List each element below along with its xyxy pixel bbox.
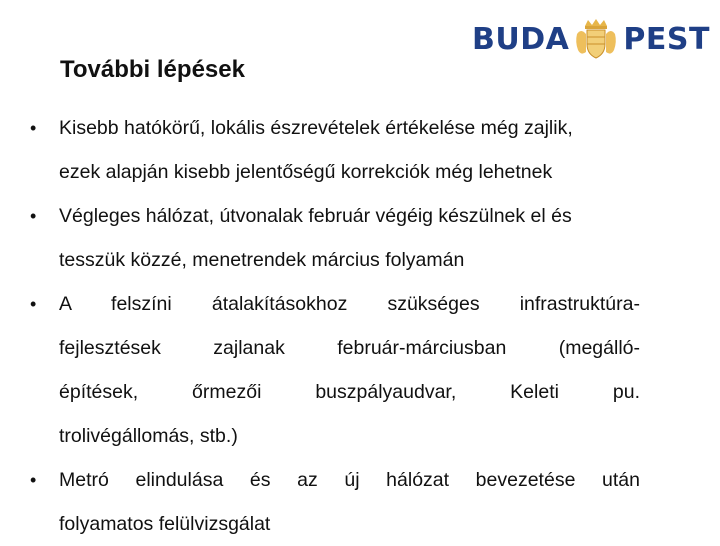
bullet-line: Kisebb hatókörű, lokális észrevételek értékelése még zajlik,: [59, 117, 573, 139]
slide-title: További lépések: [60, 56, 245, 83]
logo-text-pest: PEST: [623, 22, 710, 57]
logo-text-buda: BUDA: [472, 22, 570, 57]
bullet-dot: •: [30, 118, 37, 138]
bullet-item-1: [30, 106, 640, 194]
bullet-item-2: [30, 194, 640, 282]
bullet-item-4: [30, 458, 640, 546]
bullet-line: folyamatos felülvizsgálat: [59, 513, 271, 535]
bullet-line: trolivégállomás, stb.): [59, 425, 238, 447]
bullet-line: Végleges hálózat, útvonalak február végéig készülnek el és: [59, 205, 572, 227]
bullet-line: tesszük közzé, menetrendek március folyamán: [59, 249, 465, 271]
bullet-dot: •: [30, 206, 37, 226]
bullet-line: építések, őrmezői buszpályaudvar, Keleti pu.: [59, 381, 640, 403]
bullet-dot: •: [30, 294, 37, 314]
bullet-line: A felszíni átalakításokhoz szükséges infrastruktúra-: [59, 293, 640, 315]
bullet-line: fejlesztések zajlanak február-márciusban (megálló-: [59, 337, 640, 359]
bullet-line: Metró elindulása és az új hálózat bevezetése után: [59, 469, 640, 491]
bullet-list: [30, 106, 640, 546]
bullet-item-3: [30, 282, 640, 458]
budapest-coat-of-arms-icon: [573, 18, 619, 62]
bullet-dot: •: [30, 470, 37, 490]
bullet-line: ezek alapján kisebb jelentőségű korrekciók még lehetnek: [59, 161, 553, 183]
budapest-logo: [472, 18, 710, 62]
